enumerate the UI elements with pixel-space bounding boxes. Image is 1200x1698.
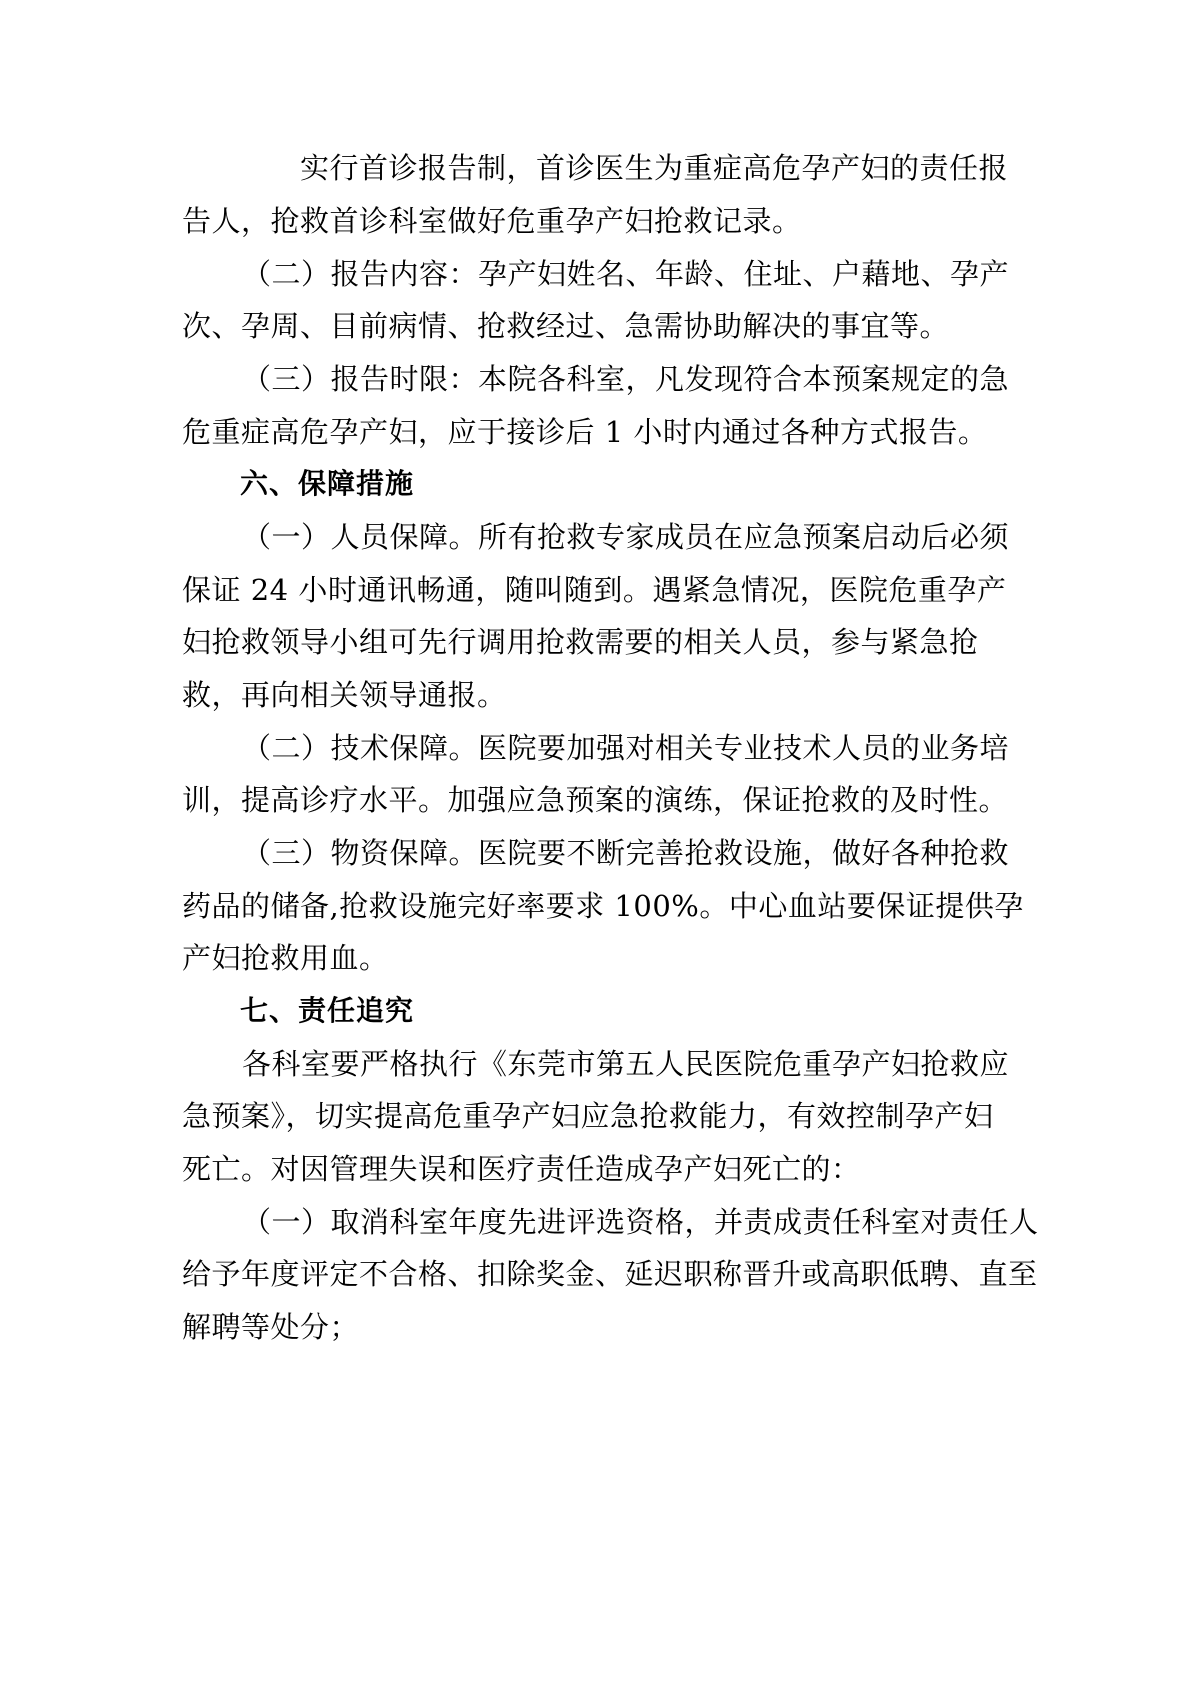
paragraph-line: （三）物资保障。医院要不断完善抢救设施，做好各种抢救 bbox=[242, 836, 1010, 870]
paragraph-line: 各科室要严格执行《东莞市第五人民医院危重孕产妇抢救应 bbox=[242, 1047, 1010, 1081]
paragraph-line: 解聘等处分； bbox=[182, 1310, 360, 1344]
paragraph-line: 实行首诊报告制，首诊医生为重症高危孕产妇的责任报 bbox=[300, 151, 1009, 185]
paragraph-line: 产妇抢救用血。 bbox=[182, 941, 389, 975]
paragraph-line: （二）技术保障。医院要加强对相关专业技术人员的业务培 bbox=[242, 731, 1010, 765]
paragraph-line: 保证 24 小时通讯畅通，随叫随到。遇紧急情况，医院危重孕产 bbox=[182, 573, 1007, 607]
paragraph-line: 次、孕周、目前病情、抢救经过、急需协助解决的事宜等。 bbox=[182, 309, 950, 343]
paragraph-line: （三）报告时限：本院各科室，凡发现符合本预案规定的急 bbox=[242, 362, 1010, 396]
section-heading: 六、保障措施 bbox=[240, 467, 415, 500]
paragraph-line: 危重症高危孕产妇，应于接诊后 1 小时内通过各种方式报告。 bbox=[182, 415, 988, 449]
paragraph-line: （二）报告内容：孕产妇姓名、年龄、住址、户藉地、孕产 bbox=[242, 257, 1010, 291]
section-heading: 七、责任追究 bbox=[240, 994, 415, 1027]
paragraph-line: 死亡。对因管理失误和医疗责任造成孕产妇死亡的： bbox=[182, 1152, 861, 1186]
paragraph-line: 急预案》，切实提高危重孕产妇应急抢救能力，有效控制孕产妇 bbox=[182, 1099, 994, 1133]
paragraph-line: 告人，抢救首诊科室做好危重孕产妇抢救记录。 bbox=[182, 204, 802, 238]
paragraph-line: （一）取消科室年度先进评选资格，并责成责任科室对责任人 bbox=[242, 1205, 1039, 1239]
paragraph-line: 训，提高诊疗水平。加强应急预案的演练，保证抢救的及时性。 bbox=[182, 783, 1009, 817]
paragraph-line: 妇抢救领导小组可先行调用抢救需要的相关人员，参与紧急抢 bbox=[182, 625, 979, 659]
paragraph-line: 救，再向相关领导通报。 bbox=[182, 678, 507, 712]
paragraph-line: 给予年度评定不合格、扣除奖金、延迟职称晋升或高职低聘、直至 bbox=[182, 1257, 1038, 1291]
paragraph-line: （一）人员保障。所有抢救专家成员在应急预案启动后必须 bbox=[242, 520, 1010, 554]
paragraph-line: 药品的储备,抢救设施完好率要求 100%。中心血站要保证提供孕 bbox=[182, 889, 1024, 923]
